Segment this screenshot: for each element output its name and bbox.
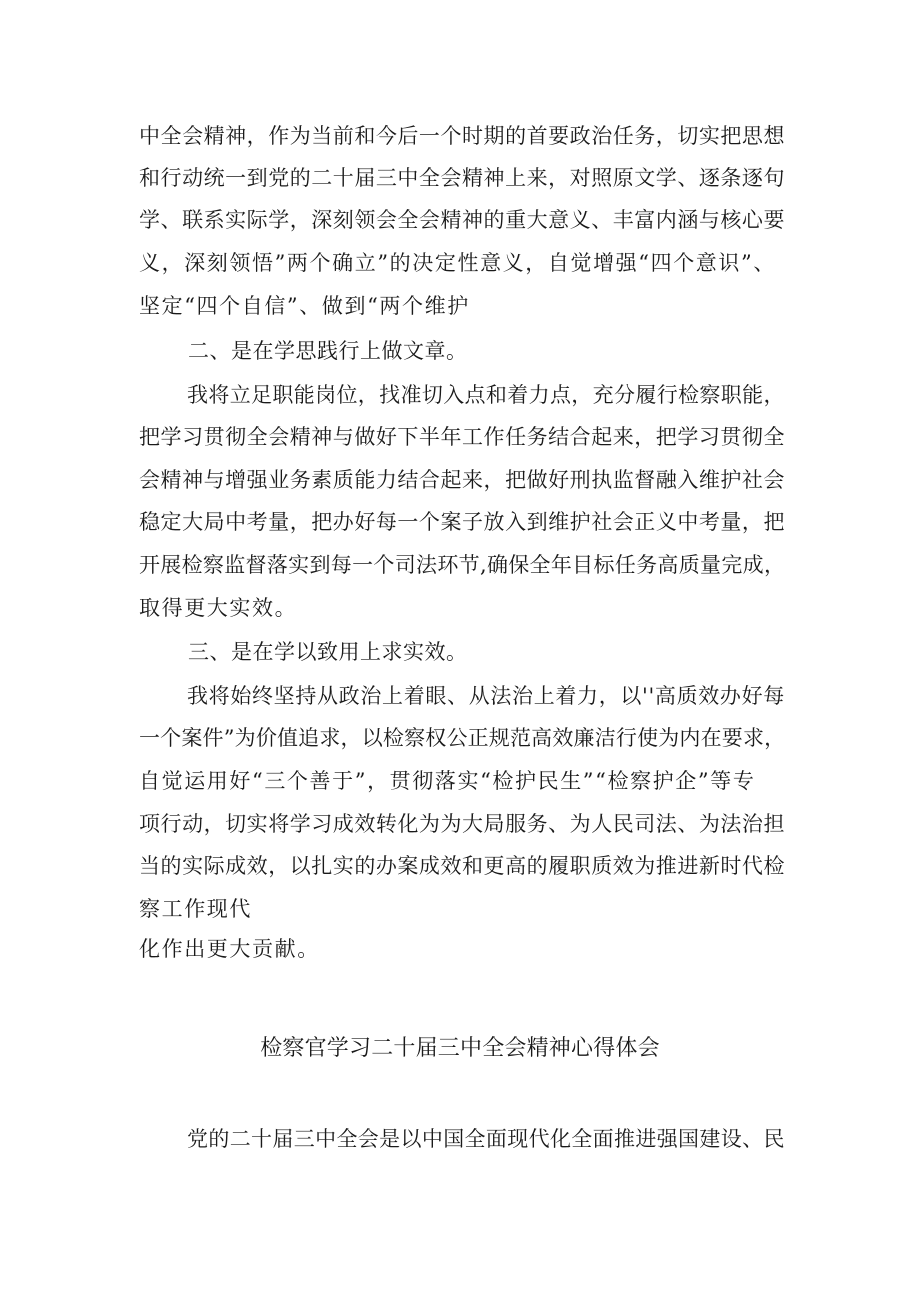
- paragraph-2-line-4: 稳定大局中考量，把办好每一个案子放入到维护社会正义中考量，把: [139, 510, 785, 534]
- section-heading-2: 二、是在学思践行上做文章。: [188, 339, 468, 363]
- paragraph-1-line-2: 和行动统一到党的二十届三中全会精神上来，对照原文学、逐条逐句: [139, 166, 785, 190]
- article-title: 检察官学习二十届三中全会精神心得体会: [260, 1036, 660, 1061]
- paragraph-1-line-4: 义，深刻领悟”两个确立”的决定性意义，自觉增强“四个意识”、: [139, 251, 776, 275]
- paragraph-1-line-3: 学、联系实际学，深刻领会全会精神的重大意义、丰富内涵与核心要: [139, 208, 785, 232]
- section-heading-3: 三、是在学以致用上求实效。: [188, 640, 468, 664]
- paragraph-3-line-6: 察工作现代: [139, 897, 252, 921]
- paragraph-4-line-1: 党的二十届三中全会是以中国全面现代化全面推进强国建设、民: [187, 1127, 785, 1151]
- paragraph-2-line-3: 会精神与增强业务素质能力结合起来，把做好刑执监督融入维护社会: [139, 468, 785, 492]
- paragraph-3-line-7: 化作出更大贡献。: [139, 937, 320, 961]
- paragraph-3-line-5: 当的实际成效，以扎实的办案成效和更高的履职质效为推进新时代检: [139, 854, 785, 878]
- paragraph-1-line-1: 中全会精神，作为当前和今后一个时期的首要政治任务，切实把思想: [139, 124, 785, 148]
- paragraph-3-line-3: 自觉运用好“三个善于”，贯彻落实“检护民生”“检察护企”等专: [139, 769, 756, 793]
- paragraph-3-line-2: 一个案件”为价值追求，以检察权公正规范高效廉洁行使为内在要求，: [139, 726, 786, 750]
- paragraph-2-line-6: 取得更大实效。: [139, 596, 298, 620]
- paragraph-3-line-4: 项行动，切实将学习成效转化为为大局服务、为人民司法、为法治担: [139, 812, 785, 836]
- paragraph-3-line-1: 我将始终坚持从政治上着眼、从法治上着力，以''高质效办好每: [187, 684, 785, 708]
- paragraph-2-line-5: 开展检察监督落实到每一个司法环节,确保全年目标任务高质量完成，: [139, 553, 786, 577]
- paragraph-2-line-1: 我将立足职能岗位，找准切入点和着力点，充分履行检察职能，: [187, 383, 785, 407]
- paragraph-2-line-2: 把学习贯彻全会精神与做好下半年工作任务结合起来，把学习贯彻全: [139, 425, 785, 449]
- paragraph-1-line-5: 坚定“四个自信”、做到“两个维护: [139, 294, 470, 318]
